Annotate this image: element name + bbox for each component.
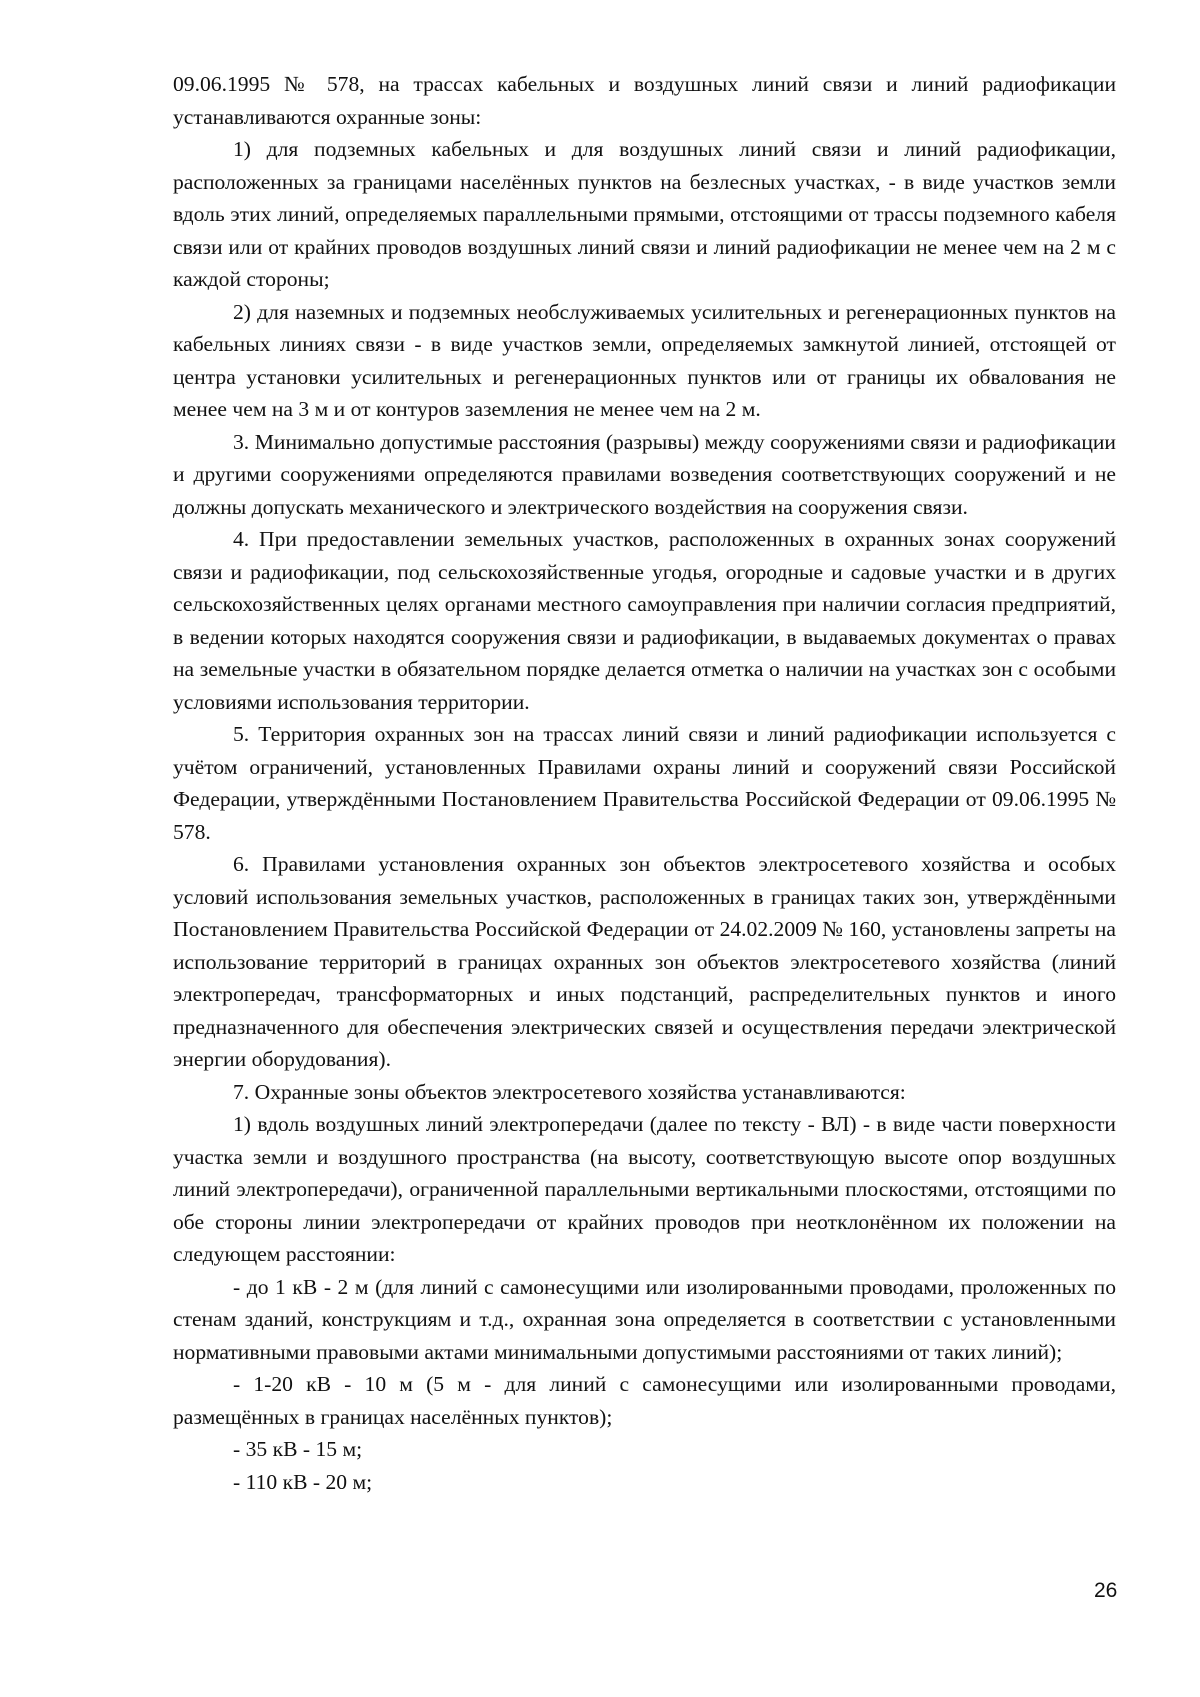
paragraph: 7. Охранные зоны объектов электросетевого хозяйства устанавливаются: [233,1079,906,1104]
paragraph: 09.06.1995 № 578, на трассах кабельных и воздушных линий связи и линий радиофикации устанавливаются охранные зоны: [173,72,1116,129]
paragraph: 1) для подземных кабельных и для воздушных линий связи и линий радиофикации, расположенных за границами населённых пунктов на безлесных участках, - в виде участков земли вдоль этих линий, определяемых параллельными прямыми, отстоящими от трассы подземного кабеля связи или от крайних проводов воздушных линий связи и линий радиофикации не менее чем на 2 м с каждой стороны; [173,137,1116,291]
paragraph: 5. Территория охранных зон на трассах линий связи и линий радиофикации используется с учётом ограничений, установленных Правилами охраны линий и сооружений связи Российской Федерации, утверждёнными Постановлением Правительства Российской Федерации от 09.06.1995 № 578. [173,722,1116,844]
paragraph: 3. Минимально допустимые расстояния (разрывы) между сооружениями связи и радиофикации и другими сооружениями определяются правилами возведения соответствующих сооружений и не должны допускать механического и электрического воздействия на сооружения связи. [173,429,1116,519]
paragraph: 6. Правилами установления охранных зон объектов электросетевого хозяйства и особых условий использования земельных участков, расположенных в границах таких зон, утверждёнными Постановлением Правительства Российской Федерации от 24.02.2009 № 160, установлены запреты на использование территорий в границах охранных зон объектов электросетевого хозяйства (линий электропередач, трансформаторных и иных подстанций, распределительных пунктов и иного предназначенного для обеспечения электрических связей и осуществления передачи электрической энергии оборудования). [173,852,1116,1071]
paragraph: - до 1 кВ - 2 м (для линий с самонесущими или изолированными проводами, проложенных по стенам зданий, конструкциям и т.д., охранная зона определяется в соответствии с установленными нормативными правовыми актами минимальными допустимыми расстояниями от таких линий); [173,1274,1116,1364]
paragraph: - 110 кВ - 20 м; [233,1469,373,1494]
page-number: 26 [1094,1579,1118,1602]
document-body [173,68,1116,1498]
paragraph: 2) для наземных и подземных необслуживаемых усилительных и регенерационных пунктов на кабельных линиях связи - в виде участков земли, определяемых замкнутой линией, отстоящей от центра установки усилительных и регенерационных пунктов или от границы их обвалования не менее чем на 3 м и от контуров заземления не менее чем на 2 м. [173,299,1116,421]
paragraph: - 35 кВ - 15 м; [233,1437,363,1461]
paragraph: - 1-20 кВ - 10 м (5 м - для линий с самонесущими или изолированными проводами, размещённых в границах населённых пунктов); [173,1372,1116,1429]
paragraph: 4. При предоставлении земельных участков, расположенных в охранных зонах сооружений связи и радиофикации, под сельскохозяйственные угодья, огородные и садовые участки и в других сельскохозяйственных целях органами местного самоуправления при наличии согласия предприятий, в ведении которых находятся сооружения связи и радиофикации, в выдаваемых документах о правах на земельные участки в обязательном порядке делается отметка о наличии на участках зон с особыми условиями использования территории. [173,527,1116,714]
paragraph: 1) вдоль воздушных линий электропередачи (далее по тексту - ВЛ) - в виде части поверхности участка земли и воздушного пространства (на высоту, соответствующую высоте опор воздушных линий электропередачи), ограниченной параллельными вертикальными плоскостями, отстоящими по обе стороны линии электропередачи от крайних проводов при неотклонённом их положении на следующем расстоянии: [173,1112,1116,1266]
